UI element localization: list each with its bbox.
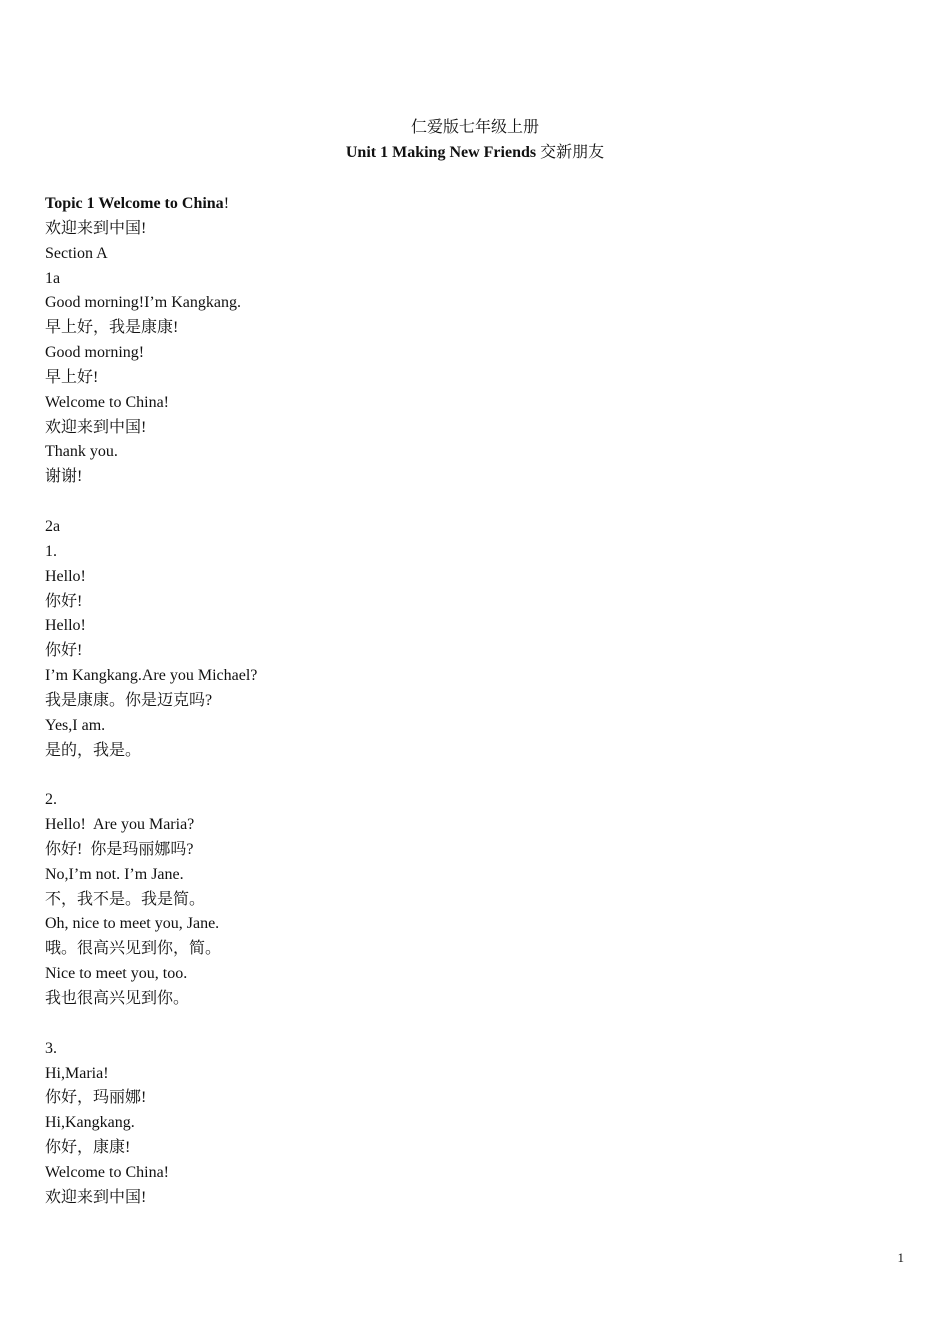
text-line: 3. [45, 1039, 57, 1057]
text-line: 是的，我是。 [45, 741, 142, 759]
text-line: Oh, nice to meet you, Jane. [45, 915, 220, 933]
text-line: 你好，玛丽娜! [45, 1089, 147, 1107]
dialogue-lines [45, 217, 905, 1211]
text-line: Good morning!I’m Kangkang. [45, 294, 241, 312]
blank-line [45, 490, 905, 515]
topic-title-punct: ! [223, 195, 230, 212]
text-line: 2a [45, 517, 61, 535]
subtitle-text: 仁爱版七年级上册 [410, 119, 539, 136]
text-line: Hello! [45, 617, 86, 635]
text-line: Section A [45, 244, 108, 262]
topic-title: Topic 1 Welcome to China [45, 195, 224, 212]
blank-line [45, 1012, 905, 1037]
text-line: 不，我不是。我是简。 [45, 890, 206, 908]
text-line: 1. [45, 542, 57, 560]
document-subtitle [0, 118, 950, 138]
unit-title-cn: 交新朋友 [536, 144, 605, 161]
text-line: 欢迎来到中国! [45, 219, 147, 237]
text-line: No,I’m not. I’m Jane. [45, 865, 184, 883]
text-line: Yes,I am. [45, 716, 106, 734]
text-line: 我也很高兴见到你。 [45, 990, 190, 1007]
unit-title [0, 143, 950, 163]
text-line: I’m Kangkang.Are you Michael? [45, 667, 258, 685]
text-line: 1a [45, 269, 61, 287]
text-line: 你好! 你是玛丽娜吗? [45, 840, 194, 858]
text-line: Hello! [45, 567, 86, 585]
unit-title-en: Unit 1 Making New Friends [345, 144, 537, 161]
text-line: 你好! [45, 592, 83, 610]
blank-line [45, 763, 905, 788]
text-line: 谢谢! [45, 468, 83, 486]
text-line: 你好，康康! [45, 1139, 131, 1157]
text-line: Hello! Are you Maria? [45, 816, 195, 834]
text-line: Nice to meet you, too. [45, 965, 188, 983]
text-line: Hi,Kangkang. [45, 1114, 135, 1132]
text-line: Welcome to China! [45, 393, 170, 411]
text-line: Thank you. [45, 443, 118, 461]
text-line: 欢迎来到中国! [45, 418, 147, 436]
topic-heading [45, 192, 905, 217]
text-line: 早上好! [45, 368, 99, 386]
text-line: Welcome to China! [45, 1163, 170, 1181]
text-line: 早上好，我是康康! [45, 319, 179, 337]
page-number: 1 [897, 1250, 904, 1265]
text-line: Good morning! [45, 344, 145, 362]
text-line: 你好! [45, 642, 83, 660]
text-line: 我是康康。你是迈克吗? [45, 691, 213, 709]
text-line: 2. [45, 791, 57, 809]
document-body [45, 192, 905, 1211]
text-line: 欢迎来到中国! [45, 1188, 147, 1206]
text-line: Hi,Maria! [45, 1064, 109, 1082]
text-line: 哦。很高兴见到你，简。 [45, 940, 222, 958]
